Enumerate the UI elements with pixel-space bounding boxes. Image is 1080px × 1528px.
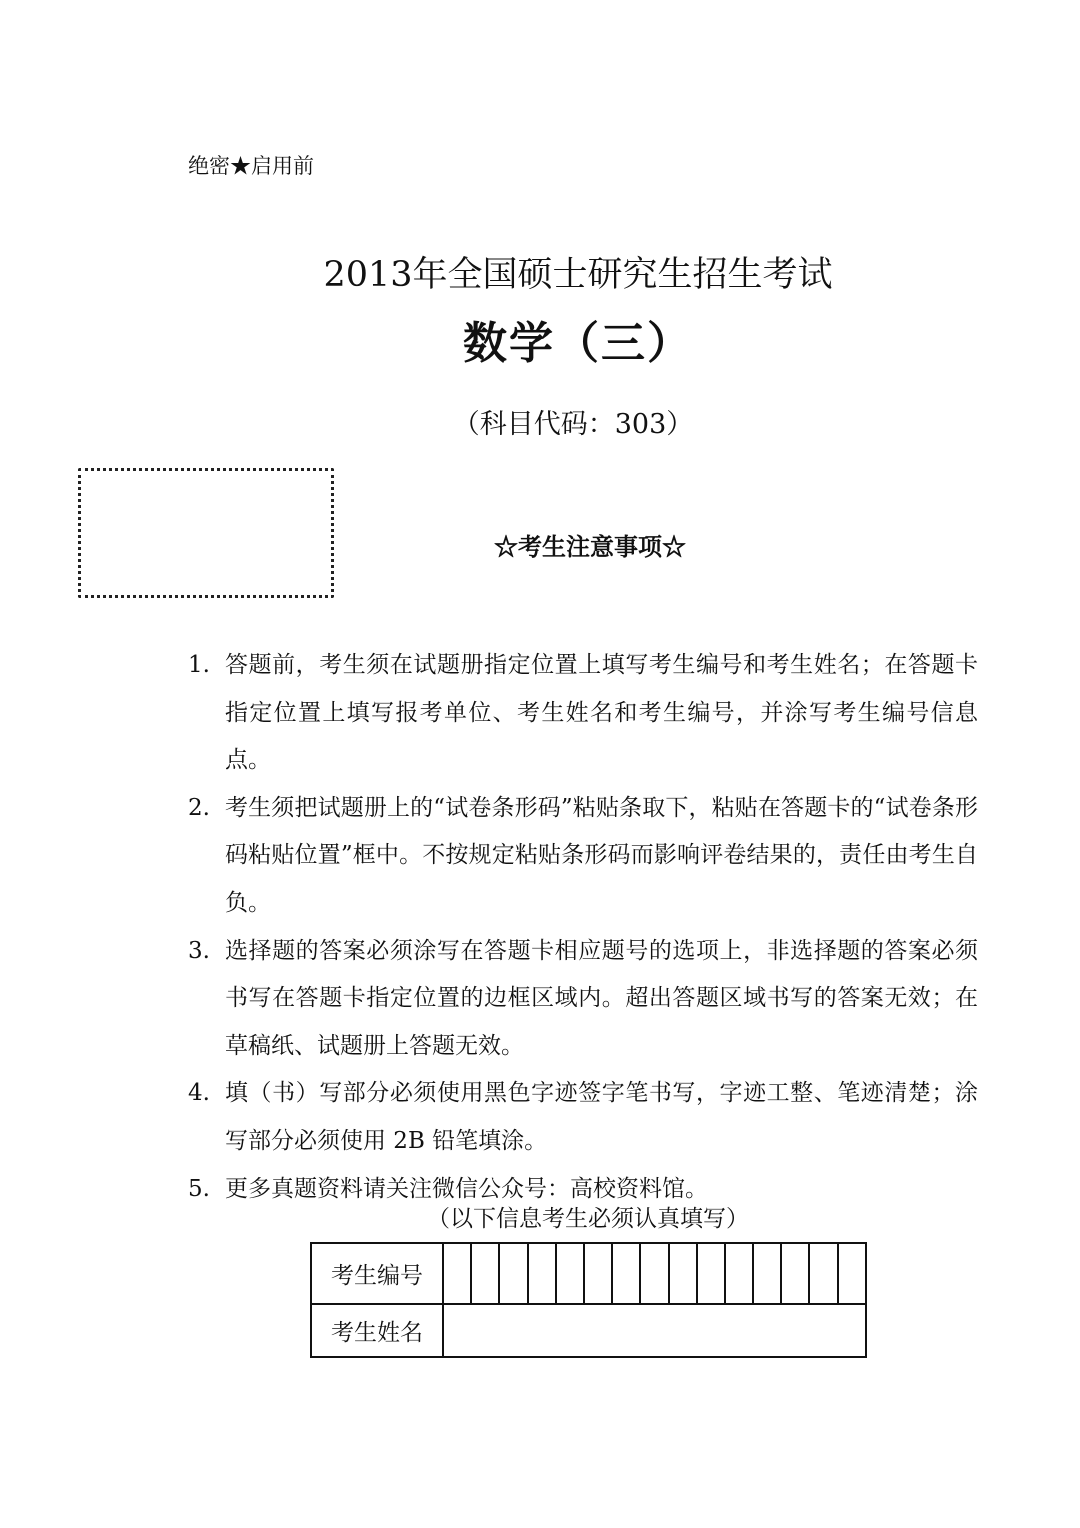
candidate-number-digit-box[interactable]: [471, 1243, 499, 1304]
candidate-number-digit-box[interactable]: [753, 1243, 781, 1304]
notice-item: [188, 785, 978, 928]
exam-title: 2013年全国硕士研究生招生考试: [323, 255, 833, 295]
candidate-number-digit-box[interactable]: [612, 1243, 640, 1304]
candidate-number-digit-box[interactable]: [725, 1243, 753, 1304]
candidate-number-digit-box[interactable]: [640, 1243, 668, 1304]
candidate-number-digit-box[interactable]: [697, 1243, 725, 1304]
candidate-number-digit-box[interactable]: [669, 1243, 697, 1304]
notice-item-text: 答题前，考生须在试题册指定位置上填写考生编号和考生姓名；在答题卡指定位置上填写报考单位、考生姓名和考生编号，并涂写考生编号信息点。: [225, 652, 978, 774]
notice-item: [188, 642, 978, 785]
notice-item-text: 填（书）写部分必须使用黑色字迹签字笔书写，字迹工整、笔迹清楚；涂写部分必须使用 2B 铅笔填涂。: [225, 1080, 978, 1154]
candidate-name-field[interactable]: [443, 1304, 866, 1357]
candidate-number-row: [311, 1243, 866, 1304]
candidate-number-digit-box[interactable]: [528, 1243, 556, 1304]
candidate-number-digit-box[interactable]: [584, 1243, 612, 1304]
info-form-hint: （以下信息考生必须认真填写）: [427, 1206, 749, 1232]
notice-item: [188, 1070, 978, 1165]
candidate-name-row: [311, 1304, 866, 1357]
candidate-number-digit-box[interactable]: [443, 1243, 471, 1304]
subject-code: （科目代码：303）: [452, 409, 694, 440]
notice-item-text: 考生须把试题册上的“试卷条形码”粘贴条取下，粘贴在答题卡的“试卷条形码粘贴位置”框中。不按规定粘贴条形码而影响评卷结果的，责任由考生自负。: [225, 794, 978, 916]
notice-item-number: 4.: [188, 1080, 210, 1107]
notice-heading: ☆考生注意事项☆: [494, 532, 686, 561]
candidate-number-digit-box[interactable]: [781, 1243, 809, 1304]
notice-list: [188, 642, 978, 1213]
notice-item-number: 1.: [188, 652, 210, 678]
candidate-name-label: 考生姓名: [311, 1304, 443, 1357]
candidate-number-digit-box[interactable]: [838, 1243, 866, 1304]
notice-item-number: 5.: [188, 1175, 210, 1202]
notice-item-number: 3.: [188, 937, 210, 964]
candidate-number-label: 考生编号: [311, 1243, 443, 1304]
subject-title: 数学（三）: [463, 318, 693, 369]
notice-item-text: 更多真题资料请关注微信公众号：高校资料馆。: [225, 1175, 708, 1202]
candidate-number-digit-box[interactable]: [809, 1243, 837, 1304]
candidate-number-digit-box[interactable]: [556, 1243, 584, 1304]
notice-item-text: 选择题的答案必须涂写在答题卡相应题号的选项上，非选择题的答案必须书写在答题卡指定位置的边框区域内。超出答题区域书写的答案无效；在草稿纸、试题册上答题无效。: [225, 937, 978, 1059]
confidential-mark: 绝密★启用前: [188, 154, 314, 178]
candidate-info-table: [310, 1242, 867, 1358]
candidate-number-digit-box[interactable]: [499, 1243, 527, 1304]
notice-item-number: 2.: [188, 794, 210, 821]
notice-item: [188, 928, 978, 1071]
